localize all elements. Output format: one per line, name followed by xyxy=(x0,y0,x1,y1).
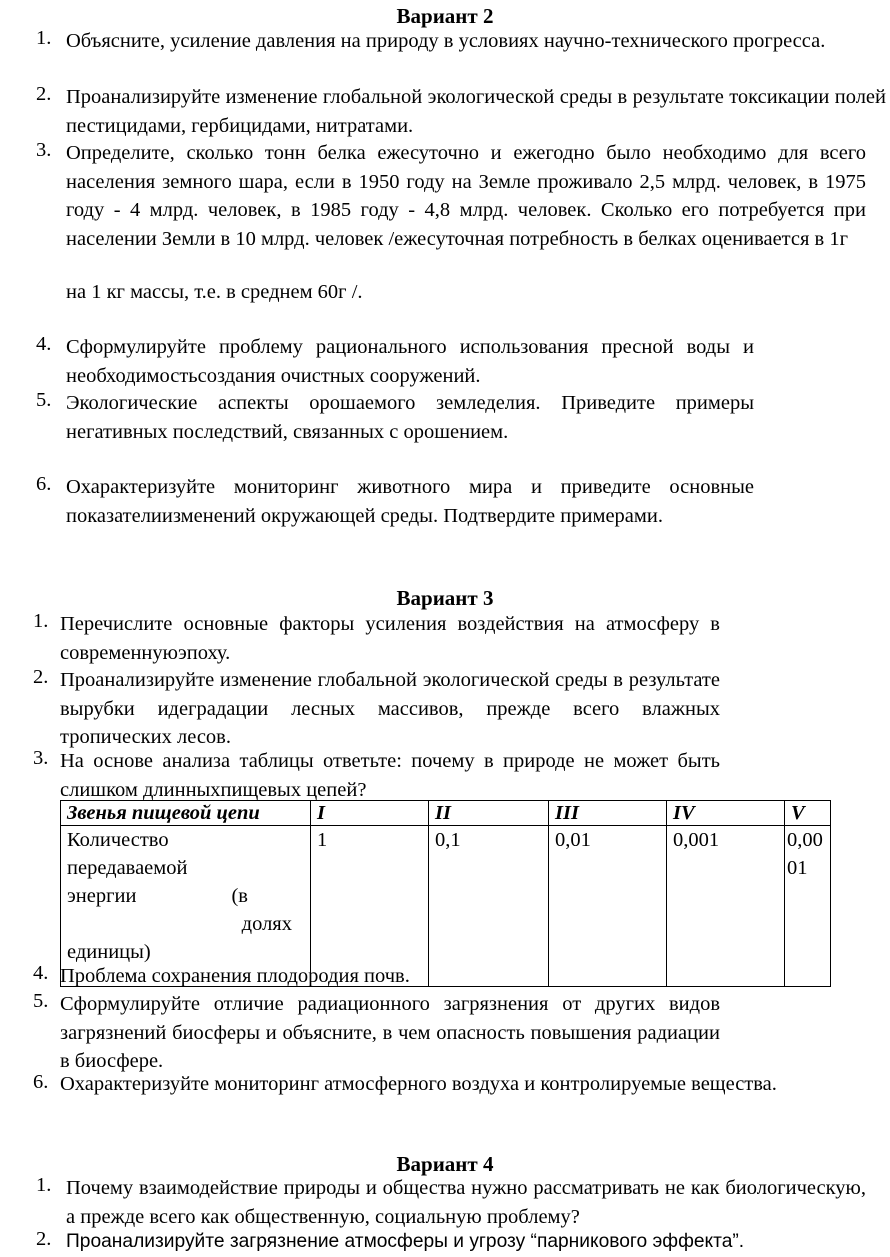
v3-question-1: 1. Перечислите основные факторы усиления воздействия на атмосферу в современнуюэпоху. xyxy=(33,610,720,664)
energy-value-3: 0,01 xyxy=(549,826,667,987)
energy-row-label: Количество передаваемой энергии (в долях единицы) xyxy=(61,826,311,987)
variant-2-title: Вариант 2 xyxy=(396,4,494,28)
v3-question-2: 2. Проанализируйте изменение глобальной экологической среды в результате вырубки идеградации лесных массивов, прежде всего влажных тропических лесов. xyxy=(33,666,720,749)
header-chain-links: Звенья пищевой цепи xyxy=(61,801,311,826)
energy-value-5: 0,0001 xyxy=(785,826,831,987)
v2-question-3: 3. Определите, сколько тонн белка ежесуточно и ежегодно было необходимо для всего населения земного шара, если в 1950 году на Земле проживало 2,5 млрд. человек, в 1975 году - 4 млрд. человек, в 1985 году - 4,8 млрд. человек. Сколько его потребуется при населении Земли в 10 млрд. человек /ежесуточная потребность в белках оценивается в 1г на 1 кг массы, т.е. в среднем 60г /. xyxy=(36,139,866,307)
header-level-1: I xyxy=(311,801,429,826)
variant-4-title: Вариант 4 xyxy=(396,1152,494,1176)
header-level-3: III xyxy=(549,801,667,826)
header-level-2: II xyxy=(429,801,549,826)
v2-question-3-continuation: на 1 кг массы, т.е. в среднем 60г /. xyxy=(66,281,363,304)
v2-question-1: 1. Объясните, усиление давления на природу в условиях научно-технического прогресса. xyxy=(36,27,826,52)
v3-question-6: 6. Охарактеризуйте мониторинг атмосферного воздуха и контролируемые вещества. xyxy=(33,1071,777,1095)
v3-question-5: 5. Сформулируйте отличие радиационного загрязнения от других видов загрязнений биосферы и объясните, в чем опасность повышения радиации в биосфере. xyxy=(33,990,720,1073)
food-chain-table xyxy=(60,800,831,987)
energy-value-1: 1 xyxy=(311,826,429,987)
header-level-4: IV xyxy=(667,801,785,826)
v2-question-2: 2. Проанализируйте изменение глобальной экологической среды в результате токсикации полей пестицидами, гербицидами, нитратами. xyxy=(36,83,886,137)
v2-question-6: 6. Охарактеризуйте мониторинг животного мира и приведите основные показателиизменений окружающей среды. Подтвердите примерами. xyxy=(36,473,754,527)
v3-question-3: 3. На основе анализа таблицы ответьте: почему в природе не может быть слишком длинныхпищевых цепей? xyxy=(33,747,720,801)
table-header-row xyxy=(61,801,831,826)
v3-question-4: 4. Проблема сохранения плодородия почв. xyxy=(33,962,410,987)
header-level-5: V xyxy=(785,801,831,826)
v2-question-5: 5. Экологические аспекты орошаемого земледелия. Приведите примеры негативных последствий, связанных с орошением. xyxy=(36,389,754,443)
energy-value-2: 0,1 xyxy=(429,826,549,987)
variant-3-title: Вариант 3 xyxy=(396,586,494,610)
v4-question-2: 2. Проанализируйте загрязнение атмосферы и угрозу “парникового эффекта”. xyxy=(36,1228,745,1252)
energy-value-4: 0,001 xyxy=(667,826,785,987)
v4-question-1: 1. Почему взаимодействие природы и общества нужно рассматривать не как биологическую, а прежде всего как общественную, социальную проблему? xyxy=(36,1174,866,1228)
v2-question-4: 4. Сформулируйте проблему рационального использования пресной воды и необходимостьсоздания очистных сооружений. xyxy=(36,333,754,387)
